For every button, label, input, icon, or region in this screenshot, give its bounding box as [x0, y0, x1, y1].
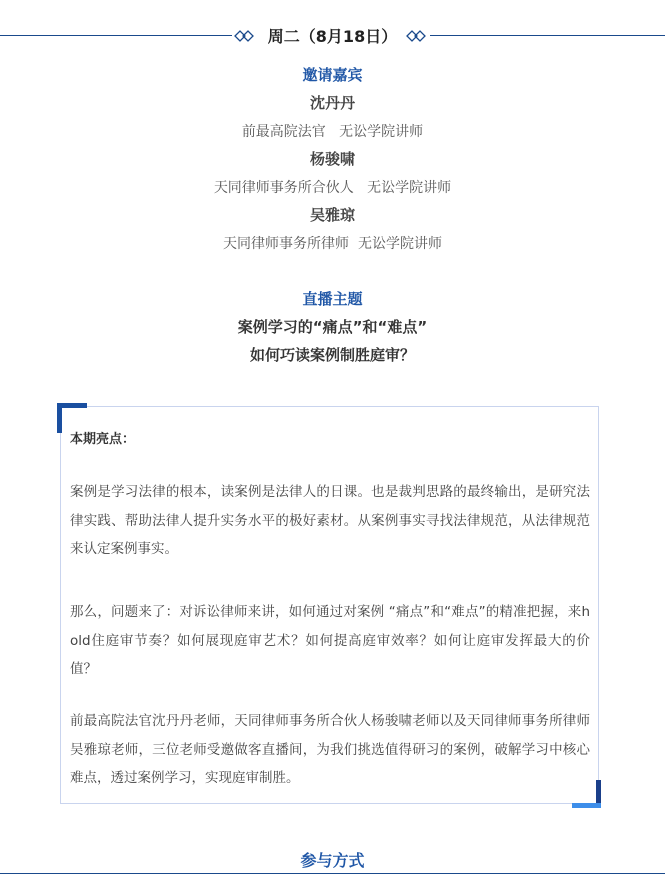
highlight-heading: 本期亮点：	[70, 432, 136, 447]
date-title: 周二（8月18日）	[267, 27, 398, 46]
guest-name: 沈丹丹	[309, 94, 355, 112]
highlight-paragraph-2: 那么，问题来了：对诉讼律师来讲，如何通过对案例 “痛点”和“难点”的精准把握，来hold住庭审节奏？如何展现庭审艺术？如何提高庭审效率？如何让庭审发挥最大的价值？	[70, 604, 590, 677]
guest-role: 天同律师事务所合伙人 无讼学院讲师	[213, 180, 452, 196]
double-diamond-right-icon	[403, 26, 427, 46]
guests-section-title: 邀请嘉宾	[302, 66, 363, 84]
guest-role: 前最高院法官 无讼学院讲师	[241, 124, 424, 140]
guest-role: 天同律师事务所律师 无讼学院讲师	[223, 236, 442, 252]
highlight-paragraph-3: 前最高院法官沈丹丹老师，天同律师事务所合伙人杨骏啸老师以及天同律师事务所律师吴雅琼老师，三位老师受邀做客直播间，为我们挑选值得研习的案例，破解学习中核心难点，透过案例学习，实现庭审制胜。	[70, 713, 590, 786]
topic-line-1: 案例学习的“痛点”和“难点”	[237, 318, 428, 336]
corner-accent-bottom-right-horizontal	[572, 803, 601, 808]
participation-title: 参与方式	[300, 851, 365, 870]
header-rule-right	[430, 35, 665, 36]
guest-name: 吴雅琼	[309, 206, 355, 224]
topic-line-2: 如何巧读案例制胜庭审？	[249, 346, 415, 364]
topic-section-title: 直播主题	[302, 290, 363, 308]
guest-name: 杨骏啸	[309, 150, 355, 168]
corner-accent-top-left-vertical	[57, 403, 62, 433]
highlight-paragraph-1: 案例是学习法律的根本，读案例是法律人的日课。也是裁判思路的最终输出，是研究法律实践、帮助法律人提升实务水平的极好素材。从案例事实寻找法律规范，从法律规范来认定案例事实。	[70, 484, 590, 557]
